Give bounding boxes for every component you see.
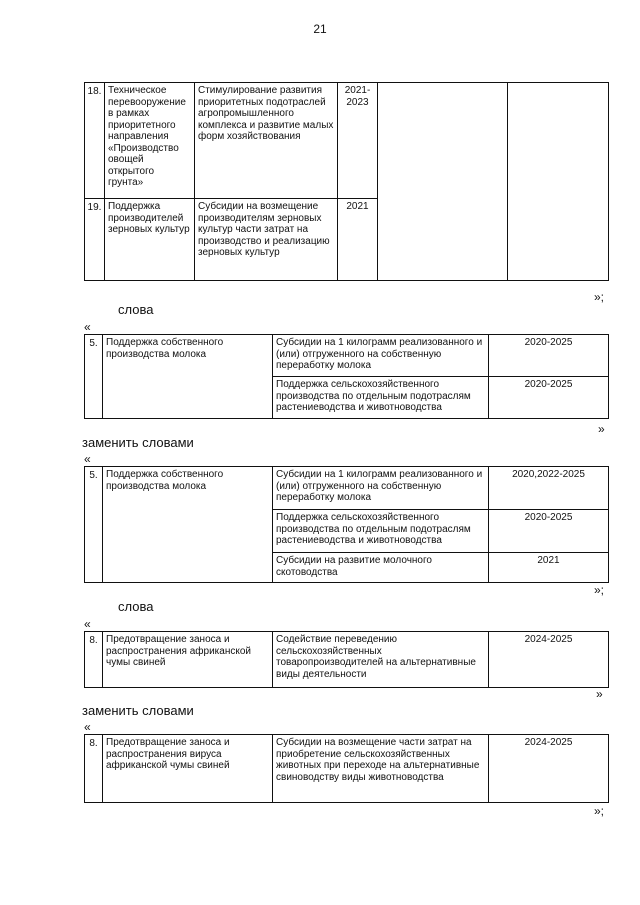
opening-quote: «	[84, 452, 91, 466]
measure-text: Поддержка сельскохозяйственного производства по отдельным подотраслям растениеводства и животноводства	[273, 510, 489, 553]
measure-name: Поддержка собственного производства молока	[103, 467, 273, 583]
table-block	[84, 334, 609, 419]
table-row	[85, 335, 609, 377]
measure-years: 2020-2025	[489, 335, 609, 377]
measure-name: Предотвращение заноса и распространения вируса африканской чумы свиней	[103, 735, 273, 803]
table-block	[84, 466, 609, 583]
closing-quote: »;	[594, 583, 605, 597]
measure-years: 2021	[338, 199, 378, 281]
opening-quote: «	[84, 320, 91, 334]
measure-name: Поддержка производителей зерновых культур	[105, 199, 195, 281]
table-row	[85, 632, 609, 688]
row-number: 18.	[85, 83, 105, 199]
empty-cell	[508, 83, 609, 281]
measure-name: Предотвращение заноса и распространения африканской чумы свиней	[103, 632, 273, 688]
measure-text: Субсидии на развитие молочного скотоводства	[273, 553, 489, 583]
block-label: слова	[118, 599, 154, 614]
block-label: заменить словами	[82, 703, 194, 718]
measure-years: 2021-2023	[338, 83, 378, 199]
row-number: 8.	[85, 735, 103, 803]
measure-years: 2020-2025	[489, 377, 609, 419]
row-number: 5.	[85, 335, 103, 419]
table-block	[84, 631, 609, 688]
measure-text: Поддержка сельскохозяйственного производства по отдельным подотраслям растениеводства и животноводства	[273, 377, 489, 419]
block-label: заменить словами	[82, 435, 194, 450]
measure-years: 2024-2025	[489, 735, 609, 803]
page-number: 21	[313, 22, 327, 36]
measure-years: 2020,2022-2025	[489, 467, 609, 510]
table-block	[84, 734, 609, 803]
closing-quote: »;	[594, 804, 605, 818]
opening-quote: «	[84, 617, 91, 631]
measure-years: 2020-2025	[489, 510, 609, 553]
table-row	[85, 735, 609, 803]
measure-text: Субсидии на возмещение части затрат на приобретение сельскохозяйственных животных при переходе на альтернативные свиноводству виды животноводства	[273, 735, 489, 803]
table-row	[85, 467, 609, 510]
measure-years: 2024-2025	[489, 632, 609, 688]
measure-years: 2021	[489, 553, 609, 583]
measure-text: Содействие переведению сельскохозяйственных товаропроизводителей на альтернативные виды деятельности	[273, 632, 489, 688]
empty-cell	[378, 83, 508, 281]
row-number: 19.	[85, 199, 105, 281]
row-number: 8.	[85, 632, 103, 688]
table-programs	[84, 82, 609, 281]
measure-goal: Субсидии на возмещение производителям зерновых культур части затрат на производство и реализацию зерновых культур	[195, 199, 338, 281]
opening-quote: «	[84, 720, 91, 734]
table-row	[85, 83, 609, 199]
measure-name: Техническое перевооружение в рамках приоритетного направления «Производство овощей открытого грунта»	[105, 83, 195, 199]
block-label: слова	[118, 302, 154, 317]
closing-quote: »	[596, 687, 603, 701]
row-number: 5.	[85, 467, 103, 583]
closing-quote: »;	[594, 290, 605, 304]
measure-name: Поддержка собственного производства молока	[103, 335, 273, 419]
measure-text: Субсидии на 1 килограмм реализованного и (или) отгруженного на собственную переработку молока	[273, 335, 489, 377]
measure-goal: Стимулирование развития приоритетных подотраслей агропромышленного комплекса и развитие малых форм хозяйствования	[195, 83, 338, 199]
measure-text: Субсидии на 1 килограмм реализованного и (или) отгруженного на собственную переработку молока	[273, 467, 489, 510]
closing-quote: »	[598, 422, 605, 436]
